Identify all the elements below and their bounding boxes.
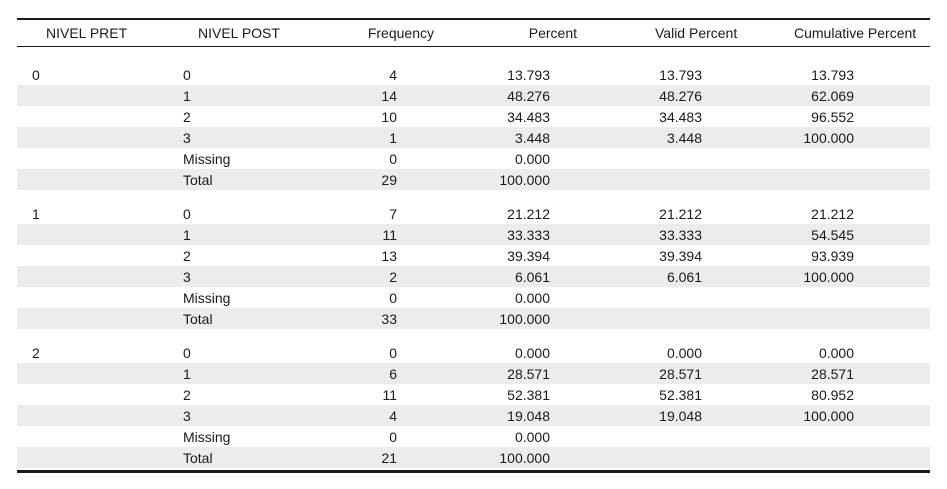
cell-percent: 19.048: [507, 407, 550, 424]
cell-cumulative-percent: 100.000: [803, 407, 854, 424]
cell-nivel-post: 0: [183, 66, 191, 83]
cell-frequency: 0: [389, 344, 397, 361]
header-row: [17, 20, 930, 47]
cell-nivel-post: Total: [183, 449, 213, 466]
cell-cumulative-percent: 62.069: [811, 87, 854, 104]
cell-frequency: 21: [381, 449, 397, 466]
cell-frequency: 7: [389, 205, 397, 222]
table-row: [17, 224, 930, 245]
group-spacer: [17, 190, 930, 203]
cell-valid-percent: 39.394: [659, 247, 702, 264]
cell-nivel-post: Total: [183, 171, 213, 188]
bottom-rule: [17, 470, 930, 473]
cell-nivel-pret: 1: [32, 205, 40, 222]
cell-percent: 100.000: [499, 171, 550, 188]
table-row: [17, 169, 930, 190]
cell-cumulative-percent: 80.952: [811, 386, 854, 403]
cell-percent: 100.000: [499, 310, 550, 327]
table-row: [17, 127, 930, 148]
table-row: [17, 203, 930, 224]
table-row: [17, 287, 930, 308]
cell-valid-percent: 52.381: [659, 386, 702, 403]
cell-nivel-post: 1: [183, 365, 191, 382]
table-body: [17, 47, 930, 468]
group-spacer: [17, 329, 930, 342]
cell-percent: 52.381: [507, 386, 550, 403]
table-row: [17, 384, 930, 405]
cell-percent: 34.483: [507, 108, 550, 125]
cell-valid-percent: 3.448: [666, 129, 702, 146]
cell-nivel-post: Missing: [183, 428, 231, 445]
cell-percent: 3.448: [514, 129, 550, 146]
group-spacer: [17, 47, 930, 64]
table-row: [17, 245, 930, 266]
cell-nivel-post: 1: [183, 87, 191, 104]
header-valid-percent: Valid Percent: [655, 25, 738, 41]
cell-nivel-post: 3: [183, 407, 191, 424]
cell-cumulative-percent: 96.552: [811, 108, 854, 125]
group-nivel-pret-2: [17, 342, 930, 468]
cell-percent: 0.000: [514, 150, 550, 167]
cell-frequency: 0: [389, 428, 397, 445]
cell-frequency: 6: [389, 365, 397, 382]
cell-percent: 13.793: [507, 66, 550, 83]
table-row: [17, 363, 930, 384]
cell-valid-percent: 48.276: [659, 87, 702, 104]
cell-valid-percent: 34.483: [659, 108, 702, 125]
cell-nivel-post: Missing: [183, 289, 231, 306]
cell-nivel-post: 3: [183, 129, 191, 146]
cell-valid-percent: 19.048: [659, 407, 702, 424]
cell-frequency: 13: [381, 247, 397, 264]
cell-percent: 48.276: [507, 87, 550, 104]
header-cumulative-percent: Cumulative Percent: [794, 25, 917, 41]
table-row: [17, 64, 930, 85]
cell-percent: 0.000: [514, 289, 550, 306]
cell-percent: 0.000: [514, 428, 550, 445]
cell-cumulative-percent: 54.545: [811, 226, 854, 243]
cell-nivel-post: 2: [183, 386, 191, 403]
cell-frequency: 0: [389, 289, 397, 306]
cell-percent: 39.394: [507, 247, 550, 264]
header-frequency: Frequency: [367, 25, 434, 41]
cell-cumulative-percent: 100.000: [803, 129, 854, 146]
cell-nivel-post: 1: [183, 226, 191, 243]
cell-nivel-post: 2: [183, 108, 191, 125]
table-row: [17, 148, 930, 169]
table-row: [17, 447, 930, 468]
cell-percent: 100.000: [499, 449, 550, 466]
cell-nivel-post: 0: [183, 205, 191, 222]
cell-cumulative-percent: 21.212: [811, 205, 854, 222]
cell-nivel-post: 0: [183, 344, 191, 361]
table-row: [17, 342, 930, 363]
cell-valid-percent: 13.793: [659, 66, 702, 83]
table-row: [17, 426, 930, 447]
cell-nivel-post: 3: [183, 268, 191, 285]
cell-frequency: 2: [389, 268, 397, 285]
cell-valid-percent: 28.571: [659, 365, 702, 382]
cell-percent: 0.000: [514, 344, 550, 361]
cell-nivel-post: Missing: [183, 150, 231, 167]
cell-frequency: 14: [381, 87, 397, 104]
cell-frequency: 4: [389, 66, 397, 83]
cell-frequency: 4: [389, 407, 397, 424]
cell-frequency: 1: [389, 129, 397, 146]
cell-valid-percent: 21.212: [659, 205, 702, 222]
cell-cumulative-percent: 93.939: [811, 247, 854, 264]
group-nivel-pret-0: [17, 64, 930, 190]
cell-valid-percent: 0.000: [666, 344, 702, 361]
header-nivel-post: NIVEL POST: [198, 25, 280, 41]
cell-nivel-post: Total: [183, 310, 213, 327]
cell-percent: 28.571: [507, 365, 550, 382]
table-row: [17, 85, 930, 106]
cell-percent: 6.061: [514, 268, 550, 285]
cell-frequency: 11: [382, 226, 397, 243]
header-nivel-pret: NIVEL PRET: [46, 25, 128, 41]
cell-cumulative-percent: 13.793: [811, 66, 854, 83]
cell-percent: 33.333: [507, 226, 550, 243]
table-row: [17, 308, 930, 329]
cell-nivel-pret: 2: [32, 344, 40, 361]
group-nivel-pret-1: [17, 203, 930, 329]
cell-nivel-pret: 0: [32, 66, 40, 83]
frequency-table: [17, 18, 930, 473]
cell-frequency: 0: [389, 150, 397, 167]
cell-frequency: 29: [381, 171, 397, 188]
table-row: [17, 405, 930, 426]
table-row: [17, 266, 930, 287]
cell-frequency: 10: [381, 108, 397, 125]
cell-valid-percent: 33.333: [659, 226, 702, 243]
cell-valid-percent: 6.061: [666, 268, 702, 285]
table-row: [17, 106, 930, 127]
cell-cumulative-percent: 0.000: [818, 344, 854, 361]
cell-percent: 21.212: [507, 205, 550, 222]
cell-nivel-post: 2: [183, 247, 191, 264]
cell-frequency: 33: [381, 310, 397, 327]
cell-cumulative-percent: 28.571: [811, 365, 854, 382]
cell-frequency: 11: [382, 386, 397, 403]
header-percent: Percent: [528, 25, 577, 41]
cell-cumulative-percent: 100.000: [803, 268, 854, 285]
